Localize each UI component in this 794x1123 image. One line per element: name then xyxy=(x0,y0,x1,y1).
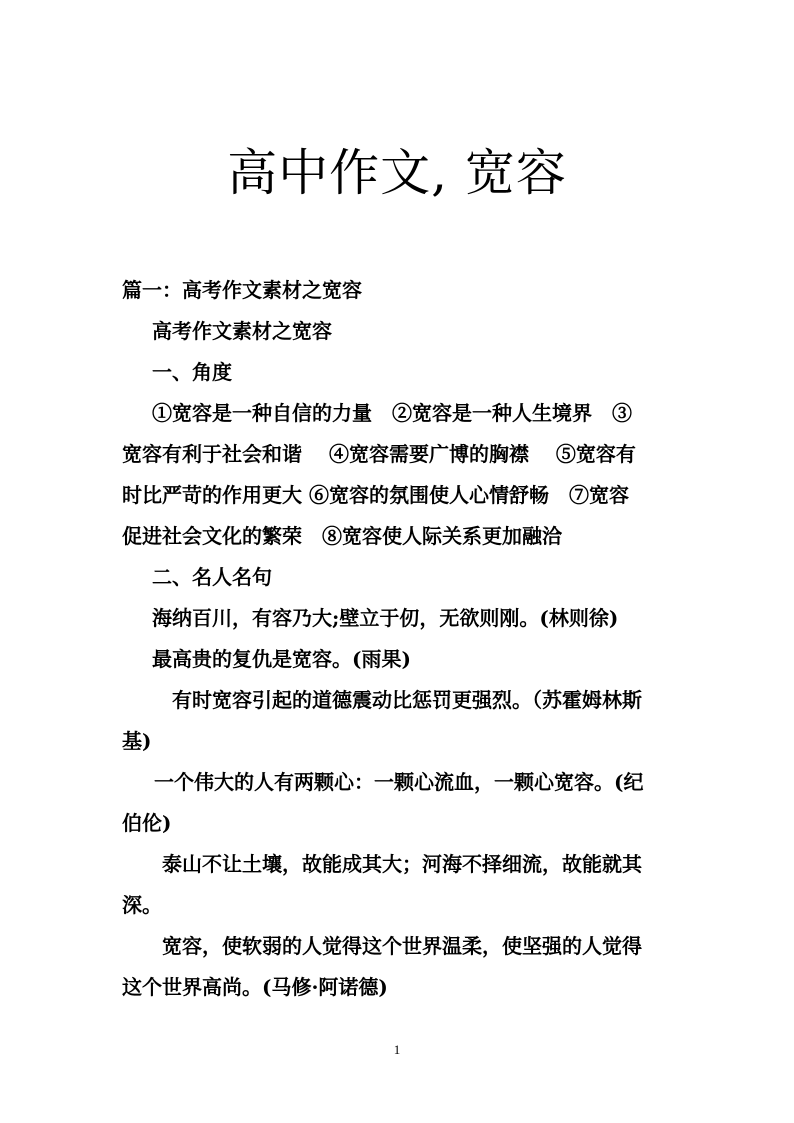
document-title: 高中作文, 宽容 xyxy=(227,144,567,202)
quote-line: 宽容，使软弱的人觉得这个世界温柔，使坚强的人觉得 xyxy=(162,934,642,958)
subtitle: 高考作文素材之宽容 xyxy=(152,319,332,343)
part2-heading: 二、名人名句 xyxy=(152,565,272,589)
document-body xyxy=(122,270,674,1008)
quote-line: 泰山不让土壤，故能成其大；河海不择细流，故能就其 xyxy=(162,852,642,876)
angle-list-line: ①宽容是一种自信的力量 ②宽容是一种人生境界 ③ xyxy=(152,401,632,425)
quote-line: 有时宽容引起的道德震动比惩罚更强烈。（苏霍姆林斯 xyxy=(172,688,642,712)
quote-line: 一个伟大的人有两颗心：一颗心流血，一颗心宽容。(纪 xyxy=(154,770,644,794)
angle-list-line: 时比严苛的作用更大 ⑥宽容的氛围使人心情舒畅 ⑦宽容 xyxy=(122,483,629,507)
section-heading: 篇一：高考作文素材之宽容 xyxy=(122,278,362,302)
part1-heading: 一、角度 xyxy=(152,360,232,384)
quote-line: 最高贵的复仇是宽容。(雨果) xyxy=(152,647,411,671)
quote-line: 伯伦) xyxy=(122,811,172,835)
quote-line: 这个世界高尚。(马修·阿诺德) xyxy=(122,975,388,999)
quote-line: 海纳百川，有容乃大;壁立于仞，无欲则刚。(林则徐) xyxy=(152,606,619,630)
angle-list-line: 宽容有利于社会和谐 ④宽容需要广博的胸襟 ⑤宽容有 xyxy=(122,442,636,466)
quote-line: 深。 xyxy=(122,893,162,917)
angle-list-line: 促进社会文化的繁荣 ⑧宽容使人际关系更加融洽 xyxy=(122,524,562,548)
quote-line: 基) xyxy=(122,729,152,753)
page-number: 1 xyxy=(393,1042,401,1057)
